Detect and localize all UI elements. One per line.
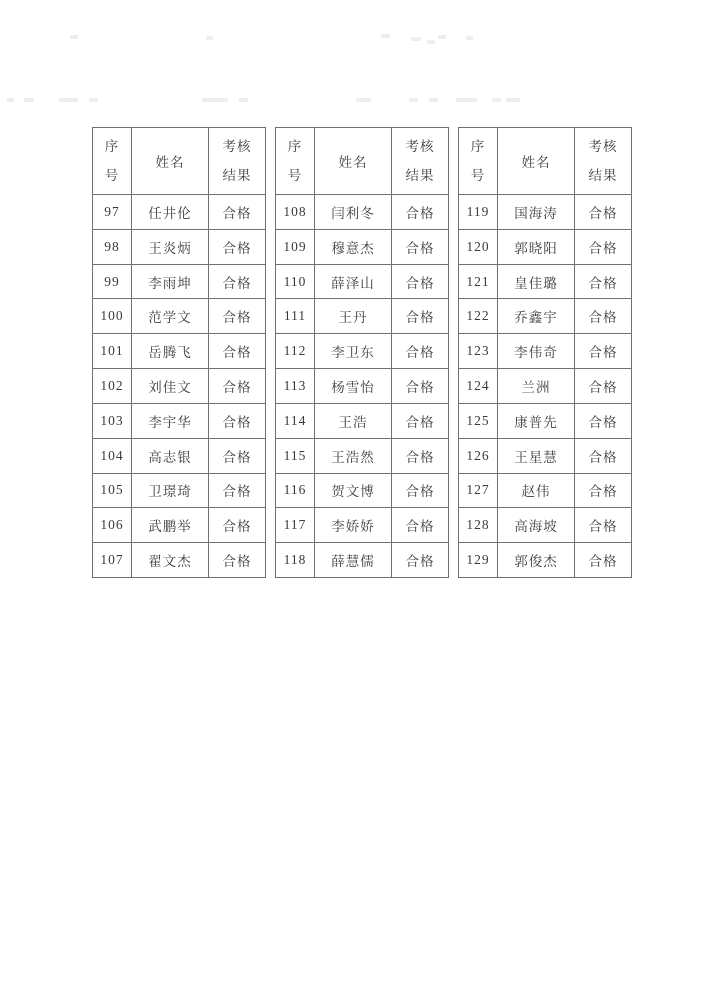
scan-artifact	[466, 36, 473, 40]
name-cell: 国海涛	[498, 195, 575, 230]
name-cell: 郭俊杰	[498, 543, 575, 578]
serial-cell: 104	[93, 438, 132, 473]
table-header	[93, 128, 266, 195]
name-header-cell: 姓名	[498, 128, 575, 195]
serial-cell: 119	[459, 195, 498, 230]
result-cell: 合格	[209, 229, 266, 264]
serial-cell: 99	[93, 264, 132, 299]
result-cell: 合格	[209, 264, 266, 299]
table-row	[276, 543, 449, 578]
result-header-label	[209, 128, 265, 194]
result-header-cell	[392, 128, 449, 195]
name-cell: 王浩	[315, 403, 392, 438]
name-header-cell: 姓名	[132, 128, 209, 195]
table-row	[276, 438, 449, 473]
result-cell: 合格	[392, 543, 449, 578]
serial-cell: 117	[276, 508, 315, 543]
result-cell: 合格	[575, 369, 632, 404]
result-header-line: 考核	[222, 139, 252, 154]
scan-artifact	[381, 34, 390, 38]
result-cell: 合格	[209, 508, 266, 543]
header-row	[459, 128, 632, 195]
table-row	[276, 299, 449, 334]
result-cell: 合格	[392, 403, 449, 438]
table-row	[276, 195, 449, 230]
name-cell: 赵伟	[498, 473, 575, 508]
name-cell: 贺文博	[315, 473, 392, 508]
table-row	[459, 369, 632, 404]
serial-header-cell	[459, 128, 498, 195]
name-cell: 薛慧儒	[315, 543, 392, 578]
serial-header-line: 序	[104, 139, 120, 154]
result-header-cell	[209, 128, 266, 195]
serial-cell: 121	[459, 264, 498, 299]
result-cell: 合格	[209, 369, 266, 404]
table-row	[459, 264, 632, 299]
table-row	[93, 334, 266, 369]
table-row	[276, 229, 449, 264]
scan-artifact	[206, 36, 213, 40]
serial-cell: 125	[459, 403, 498, 438]
table-row	[93, 473, 266, 508]
result-cell: 合格	[209, 473, 266, 508]
table-body	[459, 195, 632, 578]
name-cell: 李雨坤	[132, 264, 209, 299]
table-row	[459, 508, 632, 543]
table-row	[93, 403, 266, 438]
name-cell: 王星慧	[498, 438, 575, 473]
result-cell: 合格	[392, 473, 449, 508]
name-cell: 薛泽山	[315, 264, 392, 299]
table-row	[93, 369, 266, 404]
result-cell: 合格	[575, 543, 632, 578]
serial-cell: 110	[276, 264, 315, 299]
serial-header-line: 号	[287, 167, 303, 183]
result-cell: 合格	[392, 299, 449, 334]
serial-cell: 112	[276, 334, 315, 369]
scan-artifact	[7, 98, 14, 102]
scan-artifact	[202, 98, 228, 102]
table-row	[459, 473, 632, 508]
roster-table-2	[275, 127, 449, 578]
table-row	[459, 195, 632, 230]
table-header	[276, 128, 449, 195]
result-header-line: 结果	[405, 167, 435, 183]
serial-cell: 100	[93, 299, 132, 334]
name-header-cell: 姓名	[315, 128, 392, 195]
result-cell: 合格	[575, 299, 632, 334]
name-cell: 李伟奇	[498, 334, 575, 369]
serial-cell: 107	[93, 543, 132, 578]
result-cell: 合格	[575, 438, 632, 473]
scan-artifact	[59, 98, 78, 102]
name-cell: 岳腾飞	[132, 334, 209, 369]
name-cell: 兰洲	[498, 369, 575, 404]
name-cell: 高海坡	[498, 508, 575, 543]
name-cell: 乔鑫宇	[498, 299, 575, 334]
table-row	[459, 334, 632, 369]
table-row	[459, 543, 632, 578]
result-cell: 合格	[392, 508, 449, 543]
name-cell: 卫璟琦	[132, 473, 209, 508]
table-body	[93, 195, 266, 578]
serial-header-label	[93, 128, 131, 194]
result-cell: 合格	[209, 543, 266, 578]
result-header-line: 考核	[405, 139, 435, 154]
name-cell: 王丹	[315, 299, 392, 334]
serial-cell: 113	[276, 369, 315, 404]
serial-cell: 101	[93, 334, 132, 369]
serial-cell: 123	[459, 334, 498, 369]
scan-artifact	[429, 98, 438, 102]
table-row	[276, 369, 449, 404]
result-cell: 合格	[575, 473, 632, 508]
serial-header-line: 序	[470, 139, 486, 154]
result-cell: 合格	[575, 264, 632, 299]
name-cell: 李娇娇	[315, 508, 392, 543]
table-row	[276, 334, 449, 369]
name-cell: 刘佳文	[132, 369, 209, 404]
result-cell: 合格	[209, 195, 266, 230]
name-cell: 李宇华	[132, 403, 209, 438]
table-body	[276, 195, 449, 578]
scan-artifact	[506, 98, 520, 102]
table-row	[459, 403, 632, 438]
scan-artifact	[411, 37, 421, 41]
name-cell: 任井伦	[132, 195, 209, 230]
result-header-label	[575, 128, 631, 194]
name-cell: 穆意杰	[315, 229, 392, 264]
serial-cell: 103	[93, 403, 132, 438]
serial-cell: 102	[93, 369, 132, 404]
result-cell: 合格	[392, 229, 449, 264]
table-row	[93, 508, 266, 543]
serial-header-label	[276, 128, 314, 194]
result-header-line: 结果	[588, 167, 618, 183]
serial-header-line: 序	[287, 139, 303, 154]
serial-cell: 114	[276, 403, 315, 438]
result-cell: 合格	[209, 438, 266, 473]
serial-header-cell	[276, 128, 315, 195]
scan-artifact	[427, 40, 435, 44]
name-cell: 李卫东	[315, 334, 392, 369]
serial-cell: 109	[276, 229, 315, 264]
result-cell: 合格	[209, 299, 266, 334]
name-cell: 杨雪怡	[315, 369, 392, 404]
serial-cell: 120	[459, 229, 498, 264]
name-cell: 康普先	[498, 403, 575, 438]
serial-cell: 97	[93, 195, 132, 230]
table-row	[93, 299, 266, 334]
scan-artifact	[70, 35, 78, 39]
name-cell: 郭晓阳	[498, 229, 575, 264]
roster-table-3	[458, 127, 632, 578]
result-cell: 合格	[392, 334, 449, 369]
table-row	[276, 473, 449, 508]
result-cell: 合格	[575, 195, 632, 230]
table-row	[276, 403, 449, 438]
scan-artifact	[456, 98, 477, 102]
name-cell: 王炎炳	[132, 229, 209, 264]
serial-cell: 118	[276, 543, 315, 578]
scan-artifact	[356, 98, 371, 102]
name-cell: 闫利冬	[315, 195, 392, 230]
serial-cell: 116	[276, 473, 315, 508]
serial-cell: 115	[276, 438, 315, 473]
serial-cell: 98	[93, 229, 132, 264]
name-cell: 武鹏举	[132, 508, 209, 543]
result-cell: 合格	[392, 264, 449, 299]
result-header-cell	[575, 128, 632, 195]
result-cell: 合格	[392, 438, 449, 473]
result-cell: 合格	[392, 195, 449, 230]
scan-artifact	[89, 98, 98, 102]
serial-cell: 108	[276, 195, 315, 230]
serial-header-line: 号	[470, 167, 486, 183]
header-row	[276, 128, 449, 195]
scan-artifact	[492, 98, 501, 102]
serial-cell: 106	[93, 508, 132, 543]
table-row	[93, 543, 266, 578]
name-cell: 皇佳璐	[498, 264, 575, 299]
serial-cell: 124	[459, 369, 498, 404]
result-header-line: 考核	[588, 139, 618, 154]
header-row	[93, 128, 266, 195]
scan-artifact	[24, 98, 34, 102]
serial-cell: 105	[93, 473, 132, 508]
result-cell: 合格	[209, 403, 266, 438]
serial-header-cell	[93, 128, 132, 195]
serial-cell: 111	[276, 299, 315, 334]
table-row	[93, 195, 266, 230]
result-cell: 合格	[209, 334, 266, 369]
result-cell: 合格	[392, 369, 449, 404]
serial-cell: 128	[459, 508, 498, 543]
table-row	[93, 438, 266, 473]
table-row	[459, 229, 632, 264]
name-cell: 翟文杰	[132, 543, 209, 578]
scan-artifact	[438, 35, 446, 39]
serial-cell: 129	[459, 543, 498, 578]
serial-cell: 127	[459, 473, 498, 508]
table-row	[276, 264, 449, 299]
name-cell: 范学文	[132, 299, 209, 334]
result-cell: 合格	[575, 334, 632, 369]
serial-header-label	[459, 128, 497, 194]
result-header-line: 结果	[222, 167, 252, 183]
result-cell: 合格	[575, 508, 632, 543]
name-cell: 高志银	[132, 438, 209, 473]
name-cell: 王浩然	[315, 438, 392, 473]
table-header	[459, 128, 632, 195]
table-row	[93, 229, 266, 264]
roster-table-1	[92, 127, 266, 578]
serial-header-line: 号	[104, 167, 120, 183]
result-header-label	[392, 128, 448, 194]
serial-cell: 122	[459, 299, 498, 334]
table-row	[459, 438, 632, 473]
result-cell: 合格	[575, 229, 632, 264]
table-row	[276, 508, 449, 543]
table-row	[459, 299, 632, 334]
table-row	[93, 264, 266, 299]
scan-artifact	[409, 98, 418, 102]
result-cell: 合格	[575, 403, 632, 438]
scan-artifact	[239, 98, 248, 102]
serial-cell: 126	[459, 438, 498, 473]
